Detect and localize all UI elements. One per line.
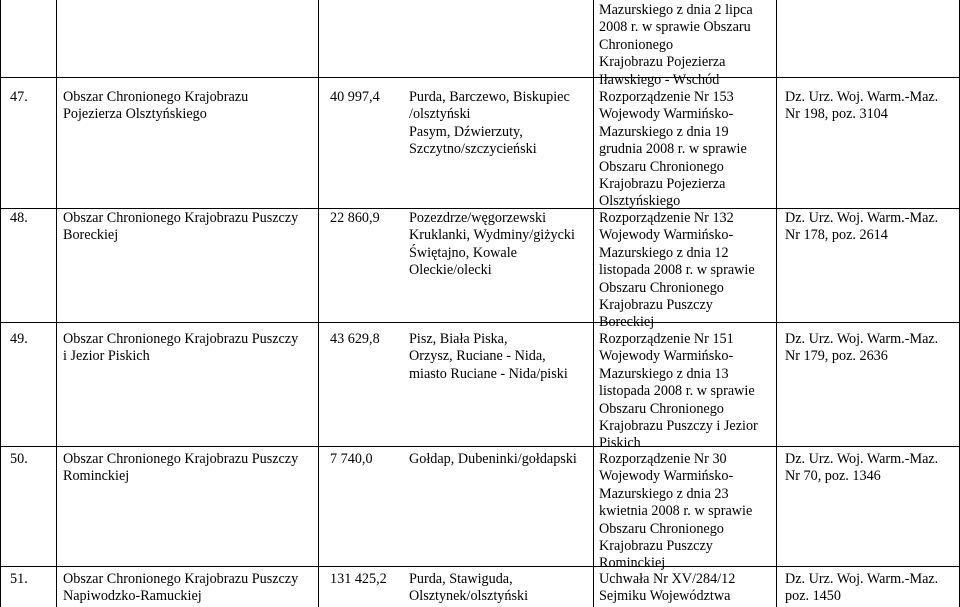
top-fragment-legal-text: Mazurskiego z dnia 2 lipca 2008 r. w sprawie Obszaru Chronionego Krajobrazu Pojezierza Iławskiego - Wschód [599,2,753,88]
publication: Dz. Urz. Woj. Warm.-Maz. poz. 1450 [785,571,939,605]
municipalities: Pisz, Biała Piska, Orzysz, Ruciane - Nida, miasto Ruciane - Nida/piski [409,331,568,382]
area-name: Obszar Chronionego Krajobrazu Puszczy i Jezior Piskich [63,331,299,365]
area-size: 43 629,8 [330,331,380,347]
publication: Dz. Urz. Woj. Warm.-Maz. Nr 70, poz. 1346 [785,451,939,485]
column-divider [318,0,319,607]
area-name: Obszar Chronionego Krajobrazu Puszczy Boreckiej [63,210,299,244]
municipalities: Pozezdrze/węgorzewski Kruklanki, Wydminy/giżycki Świętajno, Kowale Oleckie/olecki [409,210,575,279]
row-number: 48. [10,210,28,226]
row-number: 49. [10,331,28,347]
row-number: 51. [10,571,28,587]
area-name: Obszar Chronionego Krajobrazu Puszczy Rominckiej [63,451,299,485]
row-divider [0,446,960,447]
municipalities: Purda, Stawiguda, Olsztynek/olsztyński [409,571,529,605]
legal-act: Rozporządzenie Nr 30 Wojewody Warmińsko- Mazurskiego z dnia 23 kwietnia 2008 r. w sprawie Obszaru Chronionego Krajobrazu Puszczy Rominckiej [599,451,753,572]
publication: Dz. Urz. Woj. Warm.-Maz. Nr 178, poz. 2614 [785,210,939,244]
area-size: 131 425,2 [330,571,387,587]
municipalities: Gołdap, Dubeninki/gołdapski [409,451,577,467]
publication: Dz. Urz. Woj. Warm.-Maz. Nr 198, poz. 3104 [785,89,939,123]
column-divider [776,0,777,607]
area-name: Obszar Chronionego Krajobrazu Puszczy Napiwodzko-Ramuckiej [63,571,299,605]
area-size: 7 740,0 [330,451,373,467]
row-divider [0,566,960,567]
area-name: Obszar Chronionego Krajobrazu Pojezierza Olsztyńskiego [63,89,249,123]
legal-act: Uchwała Nr XV/284/12 Sejmiku Województwa [599,571,736,605]
legal-act: Rozporządzenie Nr 151 Wojewody Warmińsko- Mazurskiego z dnia 13 listopada 2008 r. w sprawie Obszaru Chronionego Krajobrazu Puszczy i Jezior Piskich [599,331,758,452]
area-size: 22 860,9 [330,210,380,226]
row-divider [0,322,960,323]
area-size: 40 997,4 [330,89,380,105]
row-divider [0,77,960,78]
column-divider [593,0,594,607]
legal-act: Rozporządzenie Nr 153 Wojewody Warmińsko- Mazurskiego z dnia 19 grudnia 2008 r. w sprawie Obszaru Chronionego Krajobrazu Pojezierza Olsztyńskiego [599,89,747,210]
publication: Dz. Urz. Woj. Warm.-Maz. Nr 179, poz. 2636 [785,331,939,365]
municipalities: Purda, Barczewo, Biskupiec /olsztyński Pasym, Dźwierzuty, Szczytno/szczycieński [409,89,570,158]
row-number: 50. [10,451,28,467]
legal-act: Rozporządzenie Nr 132 Wojewody Warmińsko- Mazurskiego z dnia 12 listopada 2008 r. w sprawie Obszaru Chronionego Krajobrazu Puszczy Boreckiej [599,210,755,331]
table-border-left [0,0,1,607]
row-divider [0,208,960,209]
row-number: 47. [10,89,28,105]
